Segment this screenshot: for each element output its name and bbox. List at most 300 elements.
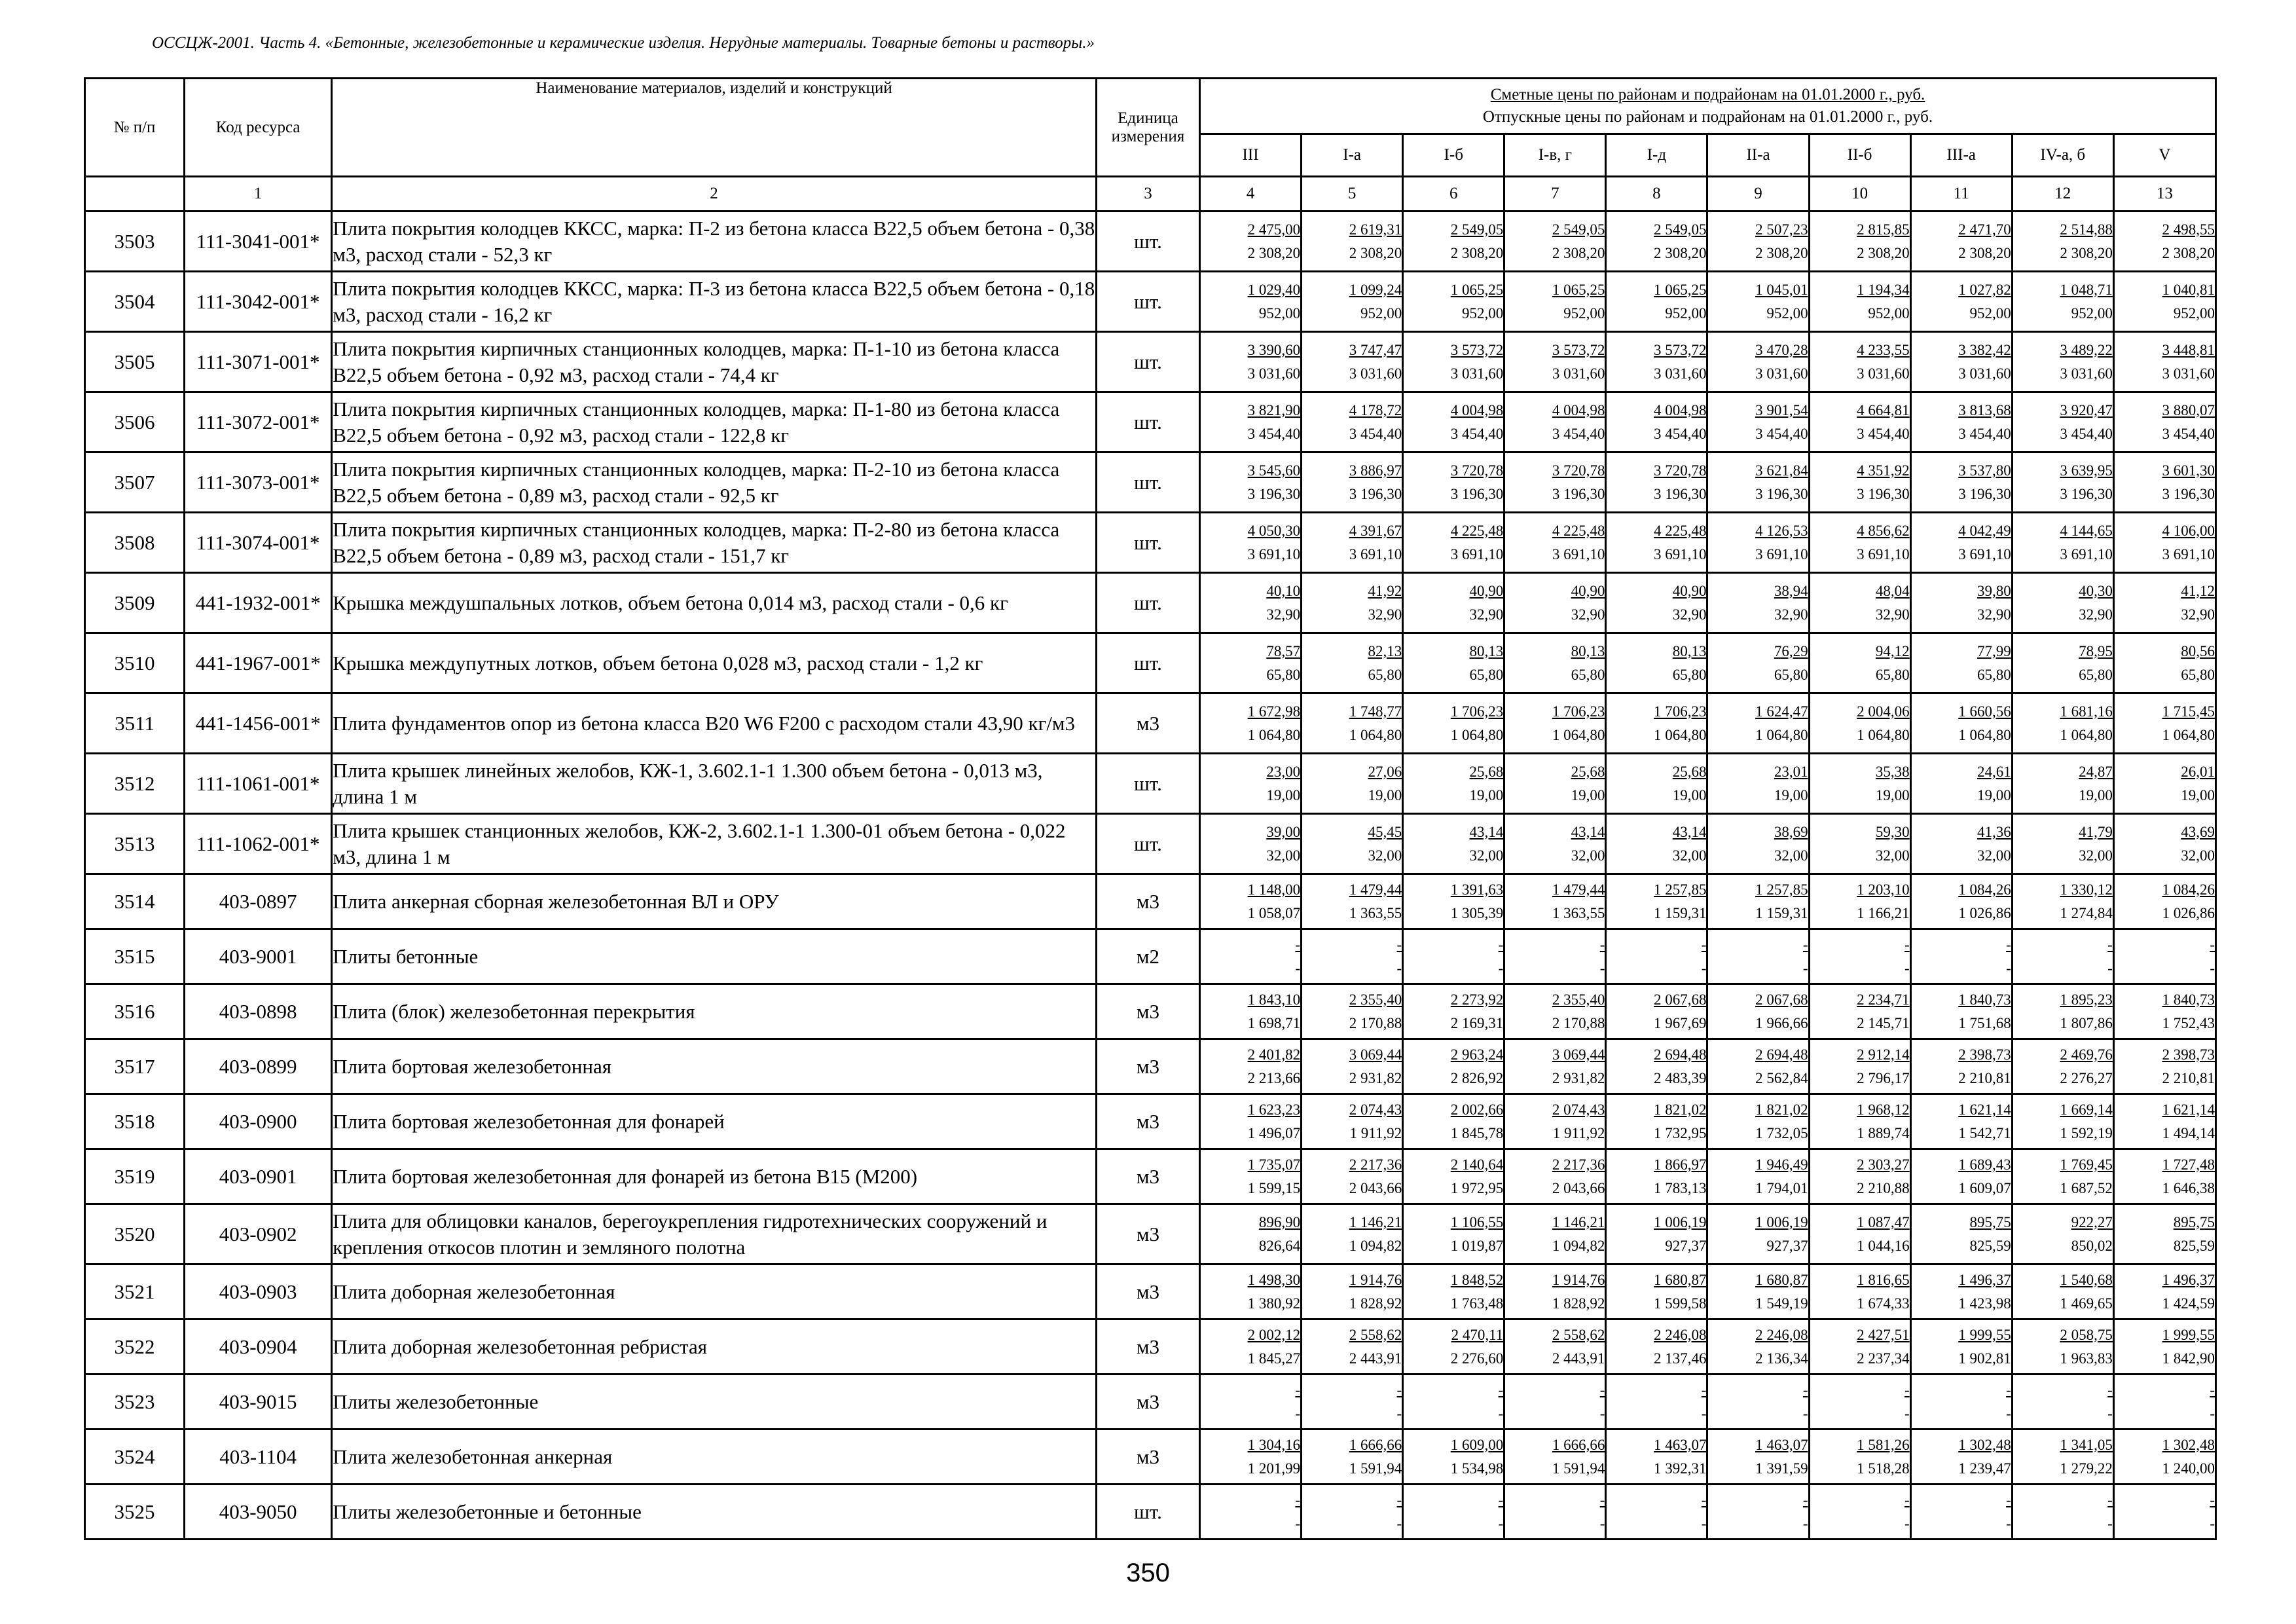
price-cell	[1707, 929, 1809, 984]
estimate-price: 1 968,12	[1857, 1101, 1910, 1118]
estimate-price: 2 427,51	[1857, 1326, 1910, 1343]
price-cell	[1504, 1094, 1606, 1149]
release-price: -	[2006, 1405, 2011, 1422]
release-price: 32,90	[1774, 606, 1808, 623]
estimate-price: -	[1295, 1381, 1301, 1398]
price-cell	[1200, 332, 1302, 392]
row-number: 3515	[85, 929, 185, 984]
estimate-price: 40,90	[1672, 582, 1707, 599]
price-cell	[1707, 1264, 1809, 1320]
price-cell	[1200, 929, 1302, 984]
estimate-price: 1 302,48	[1958, 1436, 2011, 1453]
estimate-price: 1 914,76	[1552, 1271, 1605, 1288]
release-price: 1 783,13	[1653, 1179, 1707, 1196]
price-cell	[1809, 392, 1910, 452]
material-name: Плита фундаментов опор из бетона класса В20 W6 F200 с расходом стали 43,90 кг/м3	[332, 693, 1097, 754]
estimate-price: -	[2107, 936, 2113, 953]
release-price: 1 044,16	[1857, 1237, 1910, 1254]
release-price: 952,00	[2071, 304, 2113, 322]
price-cell	[1504, 332, 1606, 392]
release-price: 3 454,40	[1755, 425, 1808, 442]
estimate-price: 1 706,23	[1653, 703, 1707, 720]
price-cell	[1302, 633, 1403, 693]
header-prices	[1200, 79, 2216, 134]
estimate-price: 1 946,49	[1755, 1156, 1808, 1173]
price-cell	[1403, 332, 1504, 392]
release-price: 3 691,10	[1349, 545, 1402, 563]
price-cell	[1200, 1430, 1302, 1485]
release-price: 65,80	[1571, 666, 1605, 683]
row-number: 3510	[85, 633, 185, 693]
price-cell	[1809, 1039, 1910, 1094]
price-cell	[1910, 754, 2012, 814]
header-region: II-б	[1809, 134, 1910, 177]
price-cell	[2012, 929, 2113, 984]
release-price: 3 196,30	[1247, 485, 1301, 502]
price-cell	[1403, 1375, 1504, 1430]
release-price: 32,00	[1266, 847, 1301, 864]
unit-of-measure: шт.	[1096, 452, 1199, 513]
row-number: 3512	[85, 754, 185, 814]
release-price: 65,80	[2181, 666, 2215, 683]
estimate-price: 38,69	[1774, 823, 1808, 840]
release-price: 65,80	[1368, 666, 1402, 683]
price-cell	[2113, 452, 2215, 513]
estimate-price: 1 660,56	[1958, 703, 2011, 720]
row-number: 3519	[85, 1149, 185, 1204]
row-number: 3507	[85, 452, 185, 513]
price-cell	[1910, 814, 2012, 874]
estimate-price: 40,10	[1266, 582, 1301, 599]
material-name: Плита покрытия кирпичных станционных колодцев, марка: П-2-80 из бетона класса В22,5 объем бетона - 0,89 м3, расход стали - 151,7 кг	[332, 513, 1097, 573]
price-cell	[1809, 693, 1910, 754]
header-region: III-а	[1910, 134, 2012, 177]
material-name: Плита доборная железобетонная	[332, 1264, 1097, 1320]
price-cell	[2012, 1094, 2113, 1149]
price-cell	[1504, 272, 1606, 332]
resource-code: 403-9015	[185, 1375, 332, 1430]
release-price: 32,90	[1368, 606, 1402, 623]
price-cell	[1910, 1485, 2012, 1540]
estimate-price: 2 912,14	[1857, 1046, 1910, 1063]
estimate-price: 2 002,12	[1247, 1326, 1301, 1343]
release-price: 2 210,88	[1857, 1179, 1910, 1196]
price-cell	[1403, 814, 1504, 874]
estimate-price: 2 398,73	[2162, 1046, 2215, 1063]
table-row	[85, 1430, 2216, 1485]
estimate-price: 2 815,85	[1857, 221, 1910, 238]
estimate-price: 80,13	[1469, 642, 1504, 659]
estimate-price: -	[2210, 1381, 2215, 1398]
estimate-price: 4 391,67	[1349, 522, 1402, 539]
estimate-price: 1 391,63	[1450, 881, 1504, 898]
row-number: 3517	[85, 1039, 185, 1094]
unit-of-measure: шт.	[1096, 212, 1199, 272]
price-cell	[1809, 754, 1910, 814]
price-cell	[1504, 984, 1606, 1039]
estimate-price: -	[2107, 1381, 2113, 1398]
price-cell	[1707, 1320, 1809, 1375]
release-price: 1 518,28	[1857, 1460, 1910, 1477]
price-cell	[1606, 1485, 1707, 1540]
price-cell	[1302, 1485, 1403, 1540]
price-cell	[1606, 693, 1707, 754]
release-price: 2 826,92	[1450, 1069, 1504, 1086]
estimate-price: 2 475,00	[1247, 221, 1301, 238]
estimate-price: 4 004,98	[1450, 401, 1504, 418]
row-number: 3516	[85, 984, 185, 1039]
release-price: -	[2107, 1405, 2113, 1422]
header-region: I-д	[1606, 134, 1707, 177]
release-price: 65,80	[1875, 666, 1910, 683]
release-price: 1 732,95	[1653, 1124, 1707, 1141]
release-price: 1 752,43	[2162, 1014, 2215, 1031]
price-cell	[1403, 452, 1504, 513]
resource-code: 111-3042-001*	[185, 272, 332, 332]
estimate-price: 40,30	[2079, 582, 2113, 599]
price-cell	[1504, 929, 1606, 984]
price-cell	[1504, 1039, 1606, 1094]
release-price: 32,00	[1875, 847, 1910, 864]
release-price: 65,80	[2079, 666, 2113, 683]
release-price: 1 064,80	[2060, 726, 2113, 743]
row-number: 3514	[85, 874, 185, 929]
price-cell	[1910, 513, 2012, 573]
release-price: 3 454,40	[1349, 425, 1402, 442]
estimate-price: 1 045,01	[1755, 281, 1808, 298]
price-cell	[1707, 452, 1809, 513]
estimate-price: 1 040,81	[2162, 281, 2215, 298]
unit-of-measure: м3	[1096, 1430, 1199, 1485]
release-price: 1 963,83	[2060, 1350, 2113, 1367]
price-cell	[2113, 754, 2215, 814]
material-name: Плита покрытия кирпичных станционных колодцев, марка: П-1-80 из бетона класса В22,5 объем бетона - 0,92 м3, расход стали - 122,8 кг	[332, 392, 1097, 452]
estimate-price: 2 498,55	[2162, 221, 2215, 238]
release-price: 3 691,10	[1958, 545, 2011, 563]
price-cell	[1403, 633, 1504, 693]
material-name: Плита покрытия кирпичных станционных колодцев, марка: П-1-10 из бетона класса В22,5 объем бетона - 0,92 м3, расход стали - 74,4 кг	[332, 332, 1097, 392]
release-price: 1 845,27	[1247, 1350, 1301, 1367]
table-row	[85, 392, 2216, 452]
price-cell	[2113, 693, 2215, 754]
release-price: 19,00	[1571, 786, 1605, 803]
release-price: -	[2006, 1515, 2011, 1532]
estimate-price: 1 623,23	[1247, 1101, 1301, 1118]
estimate-price: 3 621,84	[1755, 462, 1808, 479]
resource-code: 403-0898	[185, 984, 332, 1039]
estimate-price: 3 920,47	[2060, 401, 2113, 418]
price-cell	[2113, 332, 2215, 392]
release-price: 3 196,30	[1552, 485, 1605, 502]
price-cell	[2113, 1149, 2215, 1204]
release-price: 19,00	[1469, 786, 1504, 803]
release-price: 2 483,39	[1653, 1069, 1707, 1086]
release-price: -	[1396, 1515, 1402, 1532]
estimate-price: 3 448,81	[2162, 341, 2215, 358]
price-cell	[1809, 1430, 1910, 1485]
price-cell	[2113, 392, 2215, 452]
price-cell	[2012, 573, 2113, 633]
estimate-price: 1 666,66	[1349, 1436, 1402, 1453]
release-price: 19,00	[1977, 786, 2011, 803]
release-price: 1 159,31	[1755, 904, 1808, 921]
estimate-price: 4 225,48	[1653, 522, 1707, 539]
estimate-price: 80,56	[2181, 642, 2215, 659]
estimate-price: 1 999,55	[1958, 1326, 2011, 1343]
price-cell	[1606, 929, 1707, 984]
estimate-price: -	[2210, 1491, 2215, 1508]
estimate-price: -	[1498, 936, 1504, 953]
price-cell	[1200, 573, 1302, 633]
estimate-price: -	[2107, 1491, 2113, 1508]
price-cell	[1302, 1375, 1403, 1430]
unit-of-measure: м3	[1096, 1039, 1199, 1094]
price-cell	[1910, 392, 2012, 452]
release-price: 3 031,60	[2162, 365, 2215, 382]
price-cell	[1302, 754, 1403, 814]
estimate-price: 1 680,87	[1755, 1271, 1808, 1288]
release-price: 1 698,71	[1247, 1014, 1301, 1031]
release-price: 1 911,92	[1349, 1124, 1402, 1141]
header-region: V	[2113, 134, 2215, 177]
estimate-price: 24,87	[2079, 763, 2113, 780]
resource-code: 403-9050	[185, 1485, 332, 1540]
price-cell	[2113, 1485, 2215, 1540]
column-number: 4	[1200, 177, 1302, 212]
table-row	[85, 1485, 2216, 1540]
price-cell	[1504, 693, 1606, 754]
estimate-price: -	[1802, 1381, 1808, 1398]
price-cell	[1200, 633, 1302, 693]
price-cell	[2012, 1264, 2113, 1320]
estimate-price: 59,30	[1875, 823, 1910, 840]
estimate-price: -	[1701, 1381, 1707, 1398]
estimate-price: 3 901,54	[1755, 401, 1808, 418]
release-price: 1 026,86	[1958, 904, 2011, 921]
price-cell	[1606, 814, 1707, 874]
release-price: 825,59	[1969, 1237, 2011, 1254]
release-price: 1 599,58	[1653, 1295, 1707, 1312]
estimate-price: 2 217,36	[1349, 1156, 1402, 1173]
price-cell	[1606, 1094, 1707, 1149]
estimate-price: -	[2210, 936, 2215, 953]
price-cell	[2012, 984, 2113, 1039]
price-cell	[1707, 874, 1809, 929]
price-cell	[1302, 929, 1403, 984]
release-price: 952,00	[1868, 304, 1910, 322]
estimate-price: 4 351,92	[1857, 462, 1910, 479]
release-price: 1 763,48	[1450, 1295, 1504, 1312]
release-price: 952,00	[1360, 304, 1402, 322]
estimate-price: 40,90	[1571, 582, 1605, 599]
estimate-price: 1 065,25	[1552, 281, 1605, 298]
estimate-price: 2 217,36	[1552, 1156, 1605, 1173]
estimate-price: -	[1396, 936, 1402, 953]
release-price: 1 494,14	[2162, 1124, 2215, 1141]
price-cell	[1403, 392, 1504, 452]
price-cell	[2012, 513, 2113, 573]
release-price: 1 363,55	[1349, 904, 1402, 921]
release-price: 19,00	[1368, 786, 1402, 803]
estimate-price: 2 355,40	[1349, 991, 1402, 1008]
price-cell	[1606, 1039, 1707, 1094]
estimate-price: 3 880,07	[2162, 401, 2215, 418]
price-cell	[1504, 1485, 1606, 1540]
estimate-price: 76,29	[1774, 642, 1808, 659]
release-price: 1 305,39	[1450, 904, 1504, 921]
price-cell	[1809, 1320, 1910, 1375]
price-cell	[1302, 452, 1403, 513]
header-code: Код ресурса	[185, 79, 332, 177]
release-price: 65,80	[1977, 666, 2011, 683]
price-cell	[1606, 984, 1707, 1039]
table-row	[85, 929, 2216, 984]
material-name: Плита крышек линейных желобов, КЖ-1, 3.602.1-1 1.300 объем бетона - 0,013 м3, длина 1 м	[332, 754, 1097, 814]
release-price: 32,00	[2181, 847, 2215, 864]
column-number: 5	[1302, 177, 1403, 212]
estimate-price: 4 225,48	[1450, 522, 1504, 539]
price-cell	[1403, 573, 1504, 633]
price-cell	[1200, 1485, 1302, 1540]
estimate-price: 1 496,37	[2162, 1271, 2215, 1288]
estimate-price: 1 621,14	[1958, 1101, 2011, 1118]
unit-of-measure: шт.	[1096, 633, 1199, 693]
price-cell	[2012, 332, 2113, 392]
estimate-price: 4 004,98	[1653, 401, 1707, 418]
price-cell	[1910, 693, 2012, 754]
unit-of-measure: м3	[1096, 1264, 1199, 1320]
release-price: 1 274,84	[2060, 904, 2113, 921]
price-cell	[1606, 1264, 1707, 1320]
estimate-price: 25,68	[1672, 763, 1707, 780]
resource-code: 403-1104	[185, 1430, 332, 1485]
price-cell	[1910, 452, 2012, 513]
release-price: 2 210,81	[1958, 1069, 2011, 1086]
estimate-price: 25,68	[1469, 763, 1504, 780]
table-row	[85, 814, 2216, 874]
price-cell	[2113, 874, 2215, 929]
column-number: 8	[1606, 177, 1707, 212]
price-cell	[2012, 693, 2113, 754]
price-cell	[1302, 1430, 1403, 1485]
estimate-price: 43,14	[1469, 823, 1504, 840]
price-cell	[1606, 1149, 1707, 1204]
release-price: -	[1802, 959, 1808, 976]
header-prices-estimate: Сметные цены по районам и подрайонам на 01.01.2000 г., руб.	[1490, 86, 1925, 103]
release-price: 32,90	[1469, 606, 1504, 623]
table-row	[85, 1264, 2216, 1320]
unit-of-measure: м3	[1096, 1320, 1199, 1375]
release-price: 32,00	[1469, 847, 1504, 864]
price-cell	[1910, 874, 2012, 929]
price-cell	[1200, 1264, 1302, 1320]
release-price: 1 911,92	[1552, 1124, 1605, 1141]
price-cell	[1403, 1320, 1504, 1375]
price-cell	[1707, 272, 1809, 332]
release-price: 1 064,80	[1349, 726, 1402, 743]
estimate-price: 82,13	[1368, 642, 1402, 659]
price-cell	[1707, 1375, 1809, 1430]
estimate-price: 1 257,85	[1755, 881, 1808, 898]
release-price: 1 687,52	[2060, 1179, 2113, 1196]
release-price: 1 166,21	[1857, 904, 1910, 921]
estimate-price: 1 479,44	[1552, 881, 1605, 898]
price-cell	[1504, 452, 1606, 513]
price-cell	[1606, 633, 1707, 693]
estimate-price: 1 304,16	[1247, 1436, 1301, 1453]
price-cell	[1809, 1264, 1910, 1320]
price-cell	[1606, 573, 1707, 633]
release-price: 952,00	[2173, 304, 2215, 322]
resource-code: 111-1061-001*	[185, 754, 332, 814]
release-price: 3 691,10	[1247, 545, 1301, 563]
estimate-price: 2 469,76	[2060, 1046, 2113, 1063]
price-cell	[1606, 1204, 1707, 1264]
price-cell	[1910, 212, 2012, 272]
release-price: 19,00	[1672, 786, 1707, 803]
material-name: Плита крышек станционных желобов, КЖ-2, 3.602.1-1 1.300-01 объем бетона - 0,022 м3, длина 1 м	[332, 814, 1097, 874]
price-cell	[1809, 874, 1910, 929]
estimate-price: -	[1396, 1491, 1402, 1508]
release-price: 3 454,40	[1653, 425, 1707, 442]
release-price: 1 064,80	[1857, 726, 1910, 743]
price-cell	[1707, 1204, 1809, 1264]
column-number: 7	[1504, 177, 1606, 212]
price-cell	[1606, 1320, 1707, 1375]
row-number: 3522	[85, 1320, 185, 1375]
estimate-price: 1 006,19	[1653, 1213, 1707, 1230]
price-cell	[1910, 1430, 2012, 1485]
release-price: 3 454,40	[1247, 425, 1301, 442]
release-price: 19,00	[1875, 786, 1910, 803]
estimate-price: 3 747,47	[1349, 341, 1402, 358]
estimate-price: 4 178,72	[1349, 401, 1402, 418]
release-price: 3 031,60	[1450, 365, 1504, 382]
estimate-price: 2 549,05	[1653, 221, 1707, 238]
header-region: I-а	[1302, 134, 1403, 177]
price-cell	[1809, 573, 1910, 633]
release-price: 1 380,92	[1247, 1295, 1301, 1312]
resource-code: 403-9001	[185, 929, 332, 984]
column-number: 13	[2113, 177, 2215, 212]
estimate-price: 1 748,77	[1349, 703, 1402, 720]
estimate-price: 1 706,23	[1552, 703, 1605, 720]
release-price: 1 592,19	[2060, 1124, 2113, 1141]
row-number: 3508	[85, 513, 185, 573]
price-cell	[2113, 984, 2215, 1039]
row-number: 3513	[85, 814, 185, 874]
release-price: 2 210,81	[2162, 1069, 2215, 1086]
price-cell	[1707, 754, 1809, 814]
estimate-price: 3 821,90	[1247, 401, 1301, 418]
release-price: 1 064,80	[1755, 726, 1808, 743]
release-price: 3 454,40	[2060, 425, 2113, 442]
row-number: 3505	[85, 332, 185, 392]
price-cell	[1910, 1094, 2012, 1149]
release-price: 2 308,20	[1349, 244, 1402, 261]
header-prices-release: Отпускные цены по районам и подрайонам на 01.01.2000 г., руб.	[1482, 108, 1933, 126]
price-cell	[1504, 874, 1606, 929]
price-cell	[1707, 984, 1809, 1039]
release-price: 1 019,87	[1450, 1237, 1504, 1254]
row-number: 3520	[85, 1204, 185, 1264]
release-price: 1 094,82	[1552, 1237, 1605, 1254]
price-cell	[2012, 754, 2113, 814]
estimate-price: 24,61	[1977, 763, 2011, 780]
price-cell	[1707, 1039, 1809, 1094]
estimate-price: 1 099,24	[1349, 281, 1402, 298]
estimate-price: 3 573,72	[1450, 341, 1504, 358]
